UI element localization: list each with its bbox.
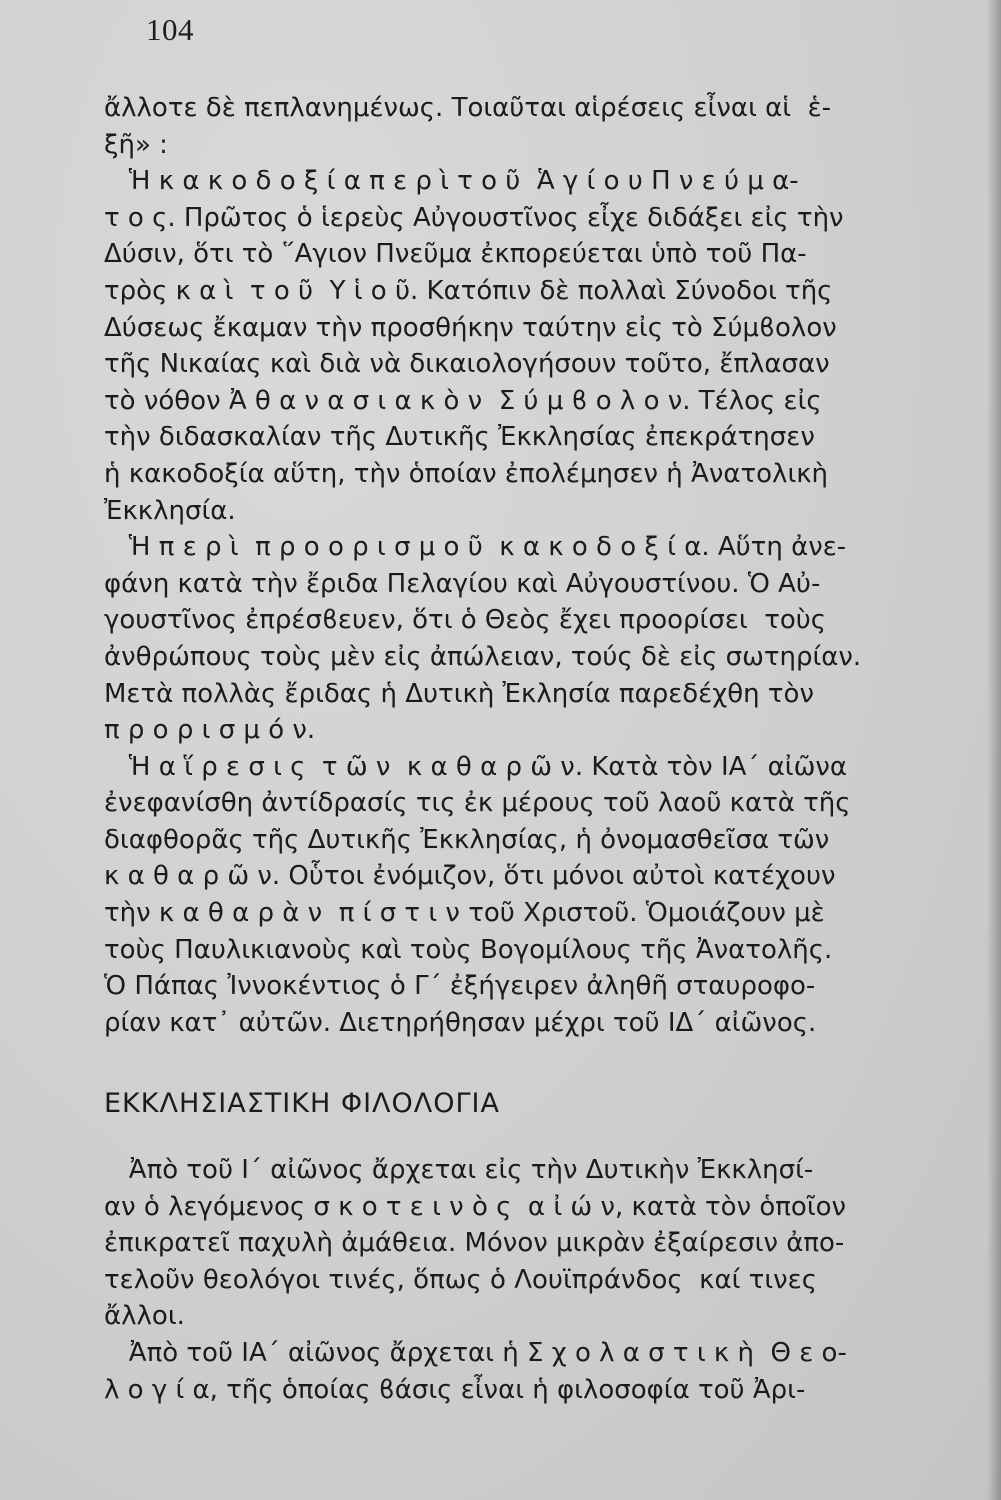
text-line: τοὺς Παυλικιανοὺς καὶ τοὺς Βογομίλους τῆς Ἀνατολῆς. [104,934,833,965]
text-line: ρίαν κατ᾿ αὐτῶν. Διετηρήθησαν μέχρι τοῦ ΙΔ΄ αἰῶνος. [104,1007,817,1038]
text-line: διαφθορᾶς τῆς Δυτικῆς Ἐκκλησίας, ἡ ὀνομασθεῖσα τῶν [104,824,830,855]
text-line: τῆς Νικαίας καὶ διὰ νὰ δικαιολογήσουν τοῦτο, ἔπλασαν [104,349,830,380]
text-line: Δύσιν, ὅτι τὸ ῞Αγιον Πνεῦμα ἐκπορεύεται ὑπὸ τοῦ Πα- [104,239,807,270]
text-line: Ἀπὸ τοῦ Ι΄ αἰῶνος ἄρχεται εἰς τὴν Δυτικὴν Ἐκκλησί- [104,1155,814,1185]
page-number: 104 [146,12,194,47]
text-line: αν ὁ λεγόμενος σ κ ο τ ε ι ν ὸ ς α ἰ ώ ν, κατὰ τὸν ὁποῖον [104,1191,847,1222]
text-line: τὴν διδασκαλίαν τῆς Δυτικῆς Ἐκκλησίας ἐπεκράτησεν [104,422,815,453]
text-line: τ ο ς. Πρῶτος ὁ ἱερεὺς Αὐγουστῖνος εἶχε διδάξει εἰς τὴν [104,202,844,233]
text-line: ἐπικρατεῖ παχυλὴ ἀμάθεια. Μόνον μικρὰν ἐξαίρεσιν ἀπο- [104,1228,845,1259]
text-line: ἄλλοι. [104,1301,185,1332]
text-line: γουστῖνος ἐπρέσϐευεν, ὅτι ὁ Θεὸς ἔχει προορίσει τοὺς [104,605,827,636]
body-text-block-2 [104,1152,928,1408]
text-line: Ἡ α ἵ ρ ε σ ι ς τ ῶ ν κ α θ α ρ ῶ ν. Κατὰ τὸν ΙΑ΄ αἰῶνα [104,751,848,782]
text-line: Ἡ π ε ρ ὶ π ρ ο ο ρ ι σ μ ο ῦ κ α κ ο δ ο ξ ί α. Αὕτη ἀνε- [104,532,847,563]
body-text-block-1 [104,90,928,1041]
text-line: ἐνεφανίσθη ἀντίδρασίς τις ἐκ μέρους τοῦ λαοῦ κατὰ τῆς [104,788,851,819]
text-line: τὴν κ α θ α ρ ὰ ν π ί σ τ ι ν τοῦ Χριστοῦ. Ὁμοιάζουν μὲ [104,898,825,929]
text-line: λ ο γ ί α, τῆς ὁποίας ϐάσις εἶναι ἡ φιλοσοφία τοῦ Ἀρι- [104,1374,806,1405]
text-line: ἡ κακοδοξία αὕτη, τὴν ὁποίαν ἐπολέμησεν ἡ Ἀνατολικὴ [104,458,829,489]
section-heading: ΕΚΚΛΗΣΙΑΣΤΙΚΗ ΦΙΛΟΛΟΓΙΑ [104,1088,500,1119]
text-line: ἀνθρώπους τοὺς μὲν εἰς ἀπώλειαν, τούς δὲ εἰς σωτηρίαν. [104,641,862,672]
text-line: ἄλλοτε δὲ πεπλανημένως. Τοιαῦται αἱρέσεις εἶναι αἱ ἑ- [104,93,832,123]
text-line: Μετὰ πολλὰς ἔριδας ἡ Δυτικὴ Ἐκλησία παρεδέχθη τὸν [104,678,814,709]
text-line: ξῆ» : [104,129,168,160]
text-line: τὸ νόθον Ἀ θ α ν α σ ι α κ ὸ ν Σ ύ μ ϐ ο λ ο ν. Τέλος εἰς [104,385,822,416]
text-line: φάνη κατὰ τὴν ἔριδα Πελαγίου καὶ Αὐγουστίνου. Ὁ Αὐ- [104,568,821,599]
text-line: κ α θ α ρ ῶ ν. Οὗτοι ἐνόμιζον, ὅτι μόνοι αὐτοὶ κατέχουν [104,861,836,892]
text-line: Ἡ κ α κ ο δ ο ξ ί α π ε ρ ὶ τ ο ῦ Ἁ γ ί ο υ Π ν ε ύ μ α- [104,166,799,197]
text-line: π ρ ο ρ ι σ μ ό ν. [104,715,316,746]
text-line: τρὸς κ α ὶ τ ο ῦ Υ ἱ ο ῦ. Κατόπιν δὲ πολλαὶ Σύνοδοι τῆς [104,275,833,306]
text-line: Δύσεως ἔκαμαν τὴν προσθήκην ταύτην εἰς τὸ Σύμϐολον [104,312,837,343]
text-line: Ἀπὸ τοῦ ΙΑ΄ αἰῶνος ἄρχεται ἡ Σ χ ο λ α σ τ ι κ ὴ Θ ε ο- [104,1337,847,1368]
text-line: τελοῦν θεολόγοι τινές, ὅπως ὁ Λουϊπράνδος καί τινες [104,1264,817,1295]
text-line: Ὁ Πάπας Ἰννοκέντιος ὁ Γ΄ ἐξήγειρεν ἀληθῆ σταυροφο- [104,971,816,1002]
text-line: Ἐκκλησία. [104,495,236,526]
